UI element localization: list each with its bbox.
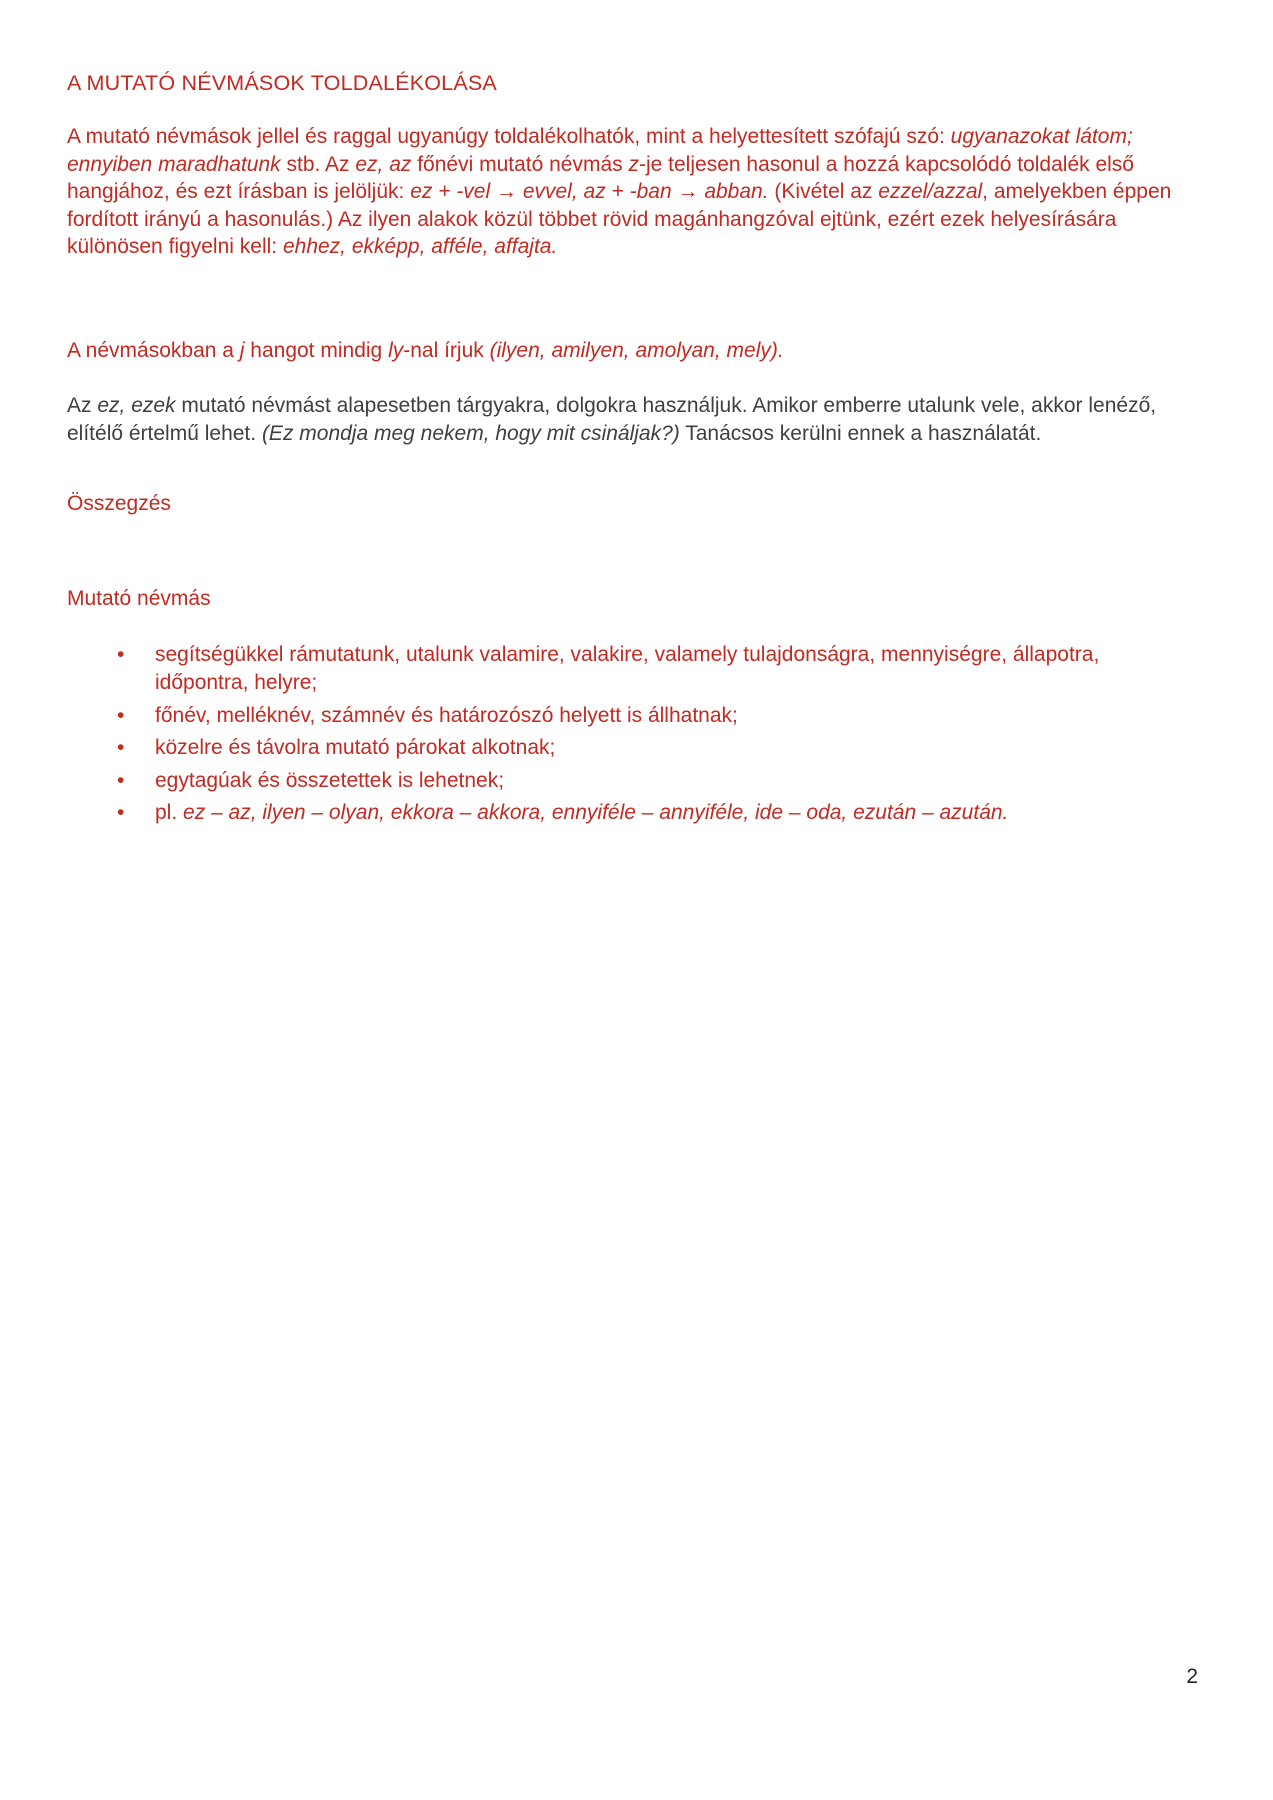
text-run: főnév, melléknév, számnév és határozószó helyett is állhatnak; <box>155 703 738 727</box>
text-run-italic: ez + -vel → evvel, az + -ban → abban. <box>410 180 769 203</box>
list-item <box>115 767 1193 795</box>
text-run: -je teljesen hasonul a hozzá kapcsolódó toldalék első hangjához, és ezt írásban is jelöljük: <box>67 152 1134 203</box>
page-number: 2 <box>1186 1665 1198 1688</box>
paragraph-usage-note <box>67 392 1193 447</box>
text-run-italic: (ilyen, amilyen, amolyan, mely). <box>489 338 784 362</box>
paragraph-ly-rule <box>67 337 1193 365</box>
text-run: Az <box>67 394 98 417</box>
text-run: egytagúak és összetettek is lehetnek; <box>155 768 505 792</box>
text-run: mutató névmást alapesetben tárgyakra, dolgokra használjuk. Amikor emberre utalunk vele, akkor lenéző, elítélő értelmű lehet. <box>67 394 1157 445</box>
text-run: pl. <box>155 801 184 824</box>
text-run-italic: ehhez, ekképp, afféle, affajta. <box>282 235 558 258</box>
heading-summary: Összegzés <box>67 492 171 515</box>
text-run: hangot mindig <box>244 338 389 362</box>
paragraph-suffixation <box>67 123 1193 261</box>
text-run: Tanácsos kerülni ennek a használatát. <box>679 421 1042 445</box>
list-item <box>115 734 1193 762</box>
bullet-list <box>115 641 1193 827</box>
text-run: stb. Az <box>280 152 356 176</box>
text-run-italic: ez – az, ilyen – olyan, ekkora – akkora, ennyiféle – annyiféle, ide – oda, ezután – azután. <box>183 801 1009 824</box>
text-run-italic: ugyanazokat látom; ennyiben maradhatunk <box>67 125 1133 176</box>
text-run: A mutató névmások jellel és raggal ugyanúgy toldalékolhatók, mint a helyettesített szófajú szó: <box>67 125 951 148</box>
page-title: A MUTATÓ NÉVMÁSOK TOLDALÉKOLÁSA <box>67 71 497 95</box>
text-run-italic: (Ez mondja meg nekem, hogy mit csináljak?) <box>261 421 680 445</box>
text-run: A névmásokban a <box>67 338 240 362</box>
text-run: (Kivétel az <box>768 180 879 203</box>
text-run-italic: ez, ezek <box>97 394 176 417</box>
text-run-italic: ezzel/azzal <box>878 180 983 203</box>
text-run: főnévi mutató névmás <box>411 152 629 176</box>
text-run: -nal írjuk <box>403 338 490 362</box>
text-run: , amelyekben éppen fordított irányú a hasonulás.) Az ilyen alakok közül többet rövid magánhangzóval ejtünk, ezért ezek helyesírására különösen figyelni kell: <box>67 180 1172 258</box>
list-item <box>115 702 1193 730</box>
text-run-italic: z <box>628 152 639 176</box>
document-content <box>0 0 1273 827</box>
text-run-italic: ly <box>388 338 404 362</box>
heading-demonstrative-pronoun: Mutató névmás <box>67 586 211 610</box>
list-item <box>115 641 1193 697</box>
text-run: közelre és távolra mutató párokat alkotnak; <box>155 736 556 759</box>
list-item <box>115 799 1193 827</box>
text-run-italic: j <box>239 338 245 362</box>
text-run-italic: ez, az <box>355 152 412 176</box>
text-run: segítségükkel rámutatunk, utalunk valamire, valakire, valamely tulajdonságra, mennyiségre, állapotra, időpontra, helyre; <box>155 643 1100 694</box>
